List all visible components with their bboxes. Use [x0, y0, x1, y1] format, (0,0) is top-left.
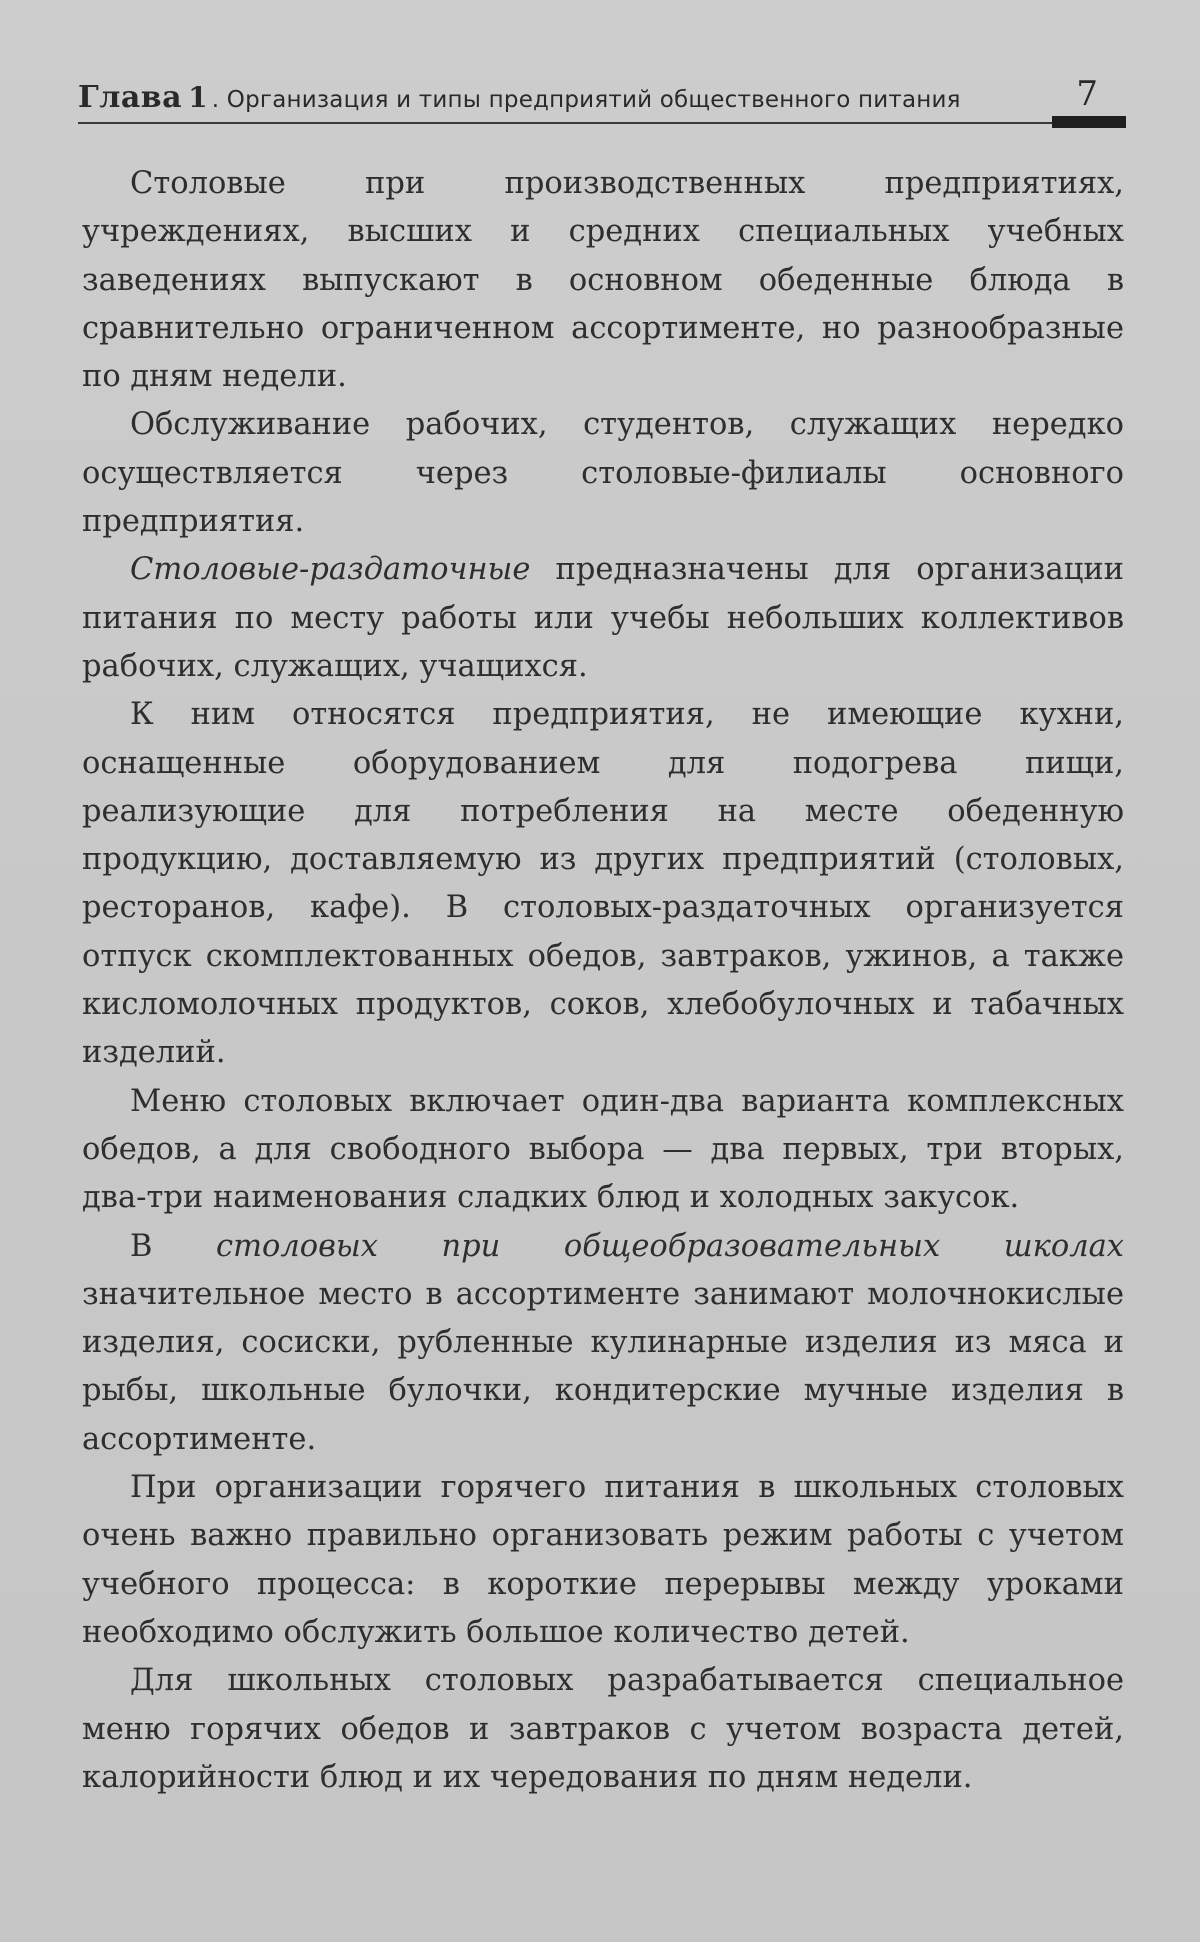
- paragraph-3: [82, 546, 1124, 691]
- body-text: [82, 160, 1124, 1802]
- paragraph-7-text: При организации горячего питания в школьных столовых очень важно правильно организовать режим работы с учетом учебного процесса: в короткие перерывы между уроками необходимо обслужить большое количество детей.: [82, 1470, 1124, 1650]
- running-head: [78, 74, 1126, 128]
- running-head-text: [78, 80, 961, 115]
- paragraph-6: [82, 1223, 1124, 1464]
- chapter-word: Глава: [78, 80, 183, 115]
- paragraph-1: [82, 160, 1124, 401]
- paragraph-4-text: К ним относятся предприятия, не имеющие кухни, оснащенные оборудованием для подогрева пищи, реализующие для потребления на месте обеденную продукцию, доставляемую из других предприятий (столовых, ресторанов, кафе). В столовых-раздаточных организуется отпуск скомплектованных обедов, завтраков, ужинов, а также кисломолочных продуктов, соков, хлебобулочных и табачных изделий.: [82, 697, 1124, 1071]
- paragraph-6-after: значительное место в ассортименте занимают молочнокислые изделия, сосиски, рубленные кулинарные изделия из мяса и рыбы, школьные булочки, кондитерские мучные изделия в ассортименте.: [82, 1276, 1124, 1457]
- chapter-title: . Организация и типы предприятий общественного питания: [211, 87, 961, 113]
- paragraph-8: [82, 1657, 1124, 1802]
- paragraph-6-before: В: [130, 1228, 216, 1264]
- paragraph-8-text: Для школьных столовых разрабатывается специальное меню горячих обедов и завтраков с учетом возраста детей, калорийности блюд и их чередования по дням недели.: [82, 1663, 1124, 1795]
- page-number: 7: [1076, 74, 1098, 114]
- paragraph-5-text: Меню столовых включает один-два варианта комплексных обедов, а для свободного выбора — два первых, три вторых, два-три наименования сладких блюд и холодных закусок.: [82, 1083, 1124, 1216]
- paragraph-2: [82, 401, 1124, 546]
- paragraph-7: [82, 1464, 1124, 1657]
- paragraph-1-text: Столовые при производственных предприятиях, учреждениях, высших и средних специальных учебных заведениях выпускают в основном обеденные блюда в сравнительно ограниченном ассортименте, но разнообразные по дням недели.: [82, 166, 1124, 395]
- term-stolovye-razdatochnye: Столовые-раздаточные: [130, 552, 531, 588]
- term-school-canteens: столовых при общеобразовательных школах: [215, 1228, 1125, 1264]
- paragraph-2-text: Обслуживание рабочих, студентов, служащих нередко осуществляется через столовые-филиалы основного предприятия.: [82, 407, 1124, 540]
- header-rule: [78, 122, 1078, 124]
- paragraph-4: [82, 691, 1124, 1077]
- paragraph-5: [82, 1078, 1124, 1223]
- header-rule-block: [1052, 116, 1126, 128]
- chapter-number: 1: [188, 81, 208, 114]
- paragraph-3-after: предназначены для организации питания по месту работы или учебы небольших коллективов рабочих, служащих, учащихся.: [82, 552, 1124, 684]
